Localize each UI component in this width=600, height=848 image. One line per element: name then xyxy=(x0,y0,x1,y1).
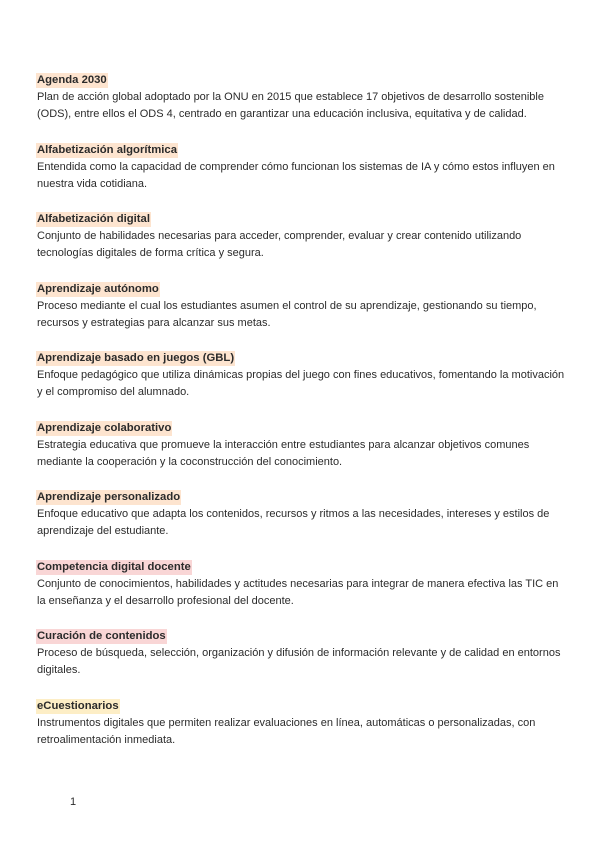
glossary-entry xyxy=(37,487,565,540)
glossary-list xyxy=(37,70,565,765)
glossary-definition: Conjunto de conocimientos, habilidades y actitudes necesarias para integrar de manera efectiva las TIC en la enseñanza y el desarrollo profesional del docente. xyxy=(37,577,559,607)
glossary-entry xyxy=(37,418,565,471)
glossary-term: eCuestionarios xyxy=(37,699,119,712)
glossary-definition: Conjunto de habilidades necesarias para acceder, comprender, evaluar y crear contenido utilizando tecnologías digitales de forma crítica y segura. xyxy=(37,230,522,259)
glossary-term: Aprendizaje personalizado xyxy=(37,491,181,503)
glossary-definition: Proceso de búsqueda, selección, organización y difusión de información relevante y de calidad en entornos digitales. xyxy=(37,647,561,676)
glossary-term: Aprendizaje colaborativo xyxy=(37,421,172,434)
glossary-definition: Entendida como la capacidad de comprender cómo funcionan los sistemas de IA y cómo estos influyen en nuestra vida cotidiana. xyxy=(37,160,555,190)
glossary-definition: Plan de acción global adoptado por la ONU en 2015 que establece 17 objetivos de desarrollo sostenible (ODS), entre ellos el ODS 4, centrado en garantizar una educación inclusiva, equitativa y de calidad. xyxy=(37,91,544,120)
page-number: 1 xyxy=(70,796,77,808)
glossary-entry xyxy=(37,140,565,193)
glossary-entry xyxy=(37,557,565,610)
glossary-term: Curación de contenidos xyxy=(37,630,166,642)
glossary-term: Alfabetización algorítmica xyxy=(37,143,177,156)
glossary-entry xyxy=(37,279,565,332)
glossary-definition: Estrategia educativa que promueve la interacción entre estudiantes para alcanzar objetivos comunes mediante la cooperación y la coconstrucción del conocimiento. xyxy=(37,438,530,468)
glossary-term: Competencia digital docente xyxy=(37,560,191,573)
glossary-definition: Proceso mediante el cual los estudiantes asumen el control de su aprendizaje, gestionando su tiempo, recursos y estrategias para alcanzar sus metas. xyxy=(37,299,537,329)
glossary-term: Alfabetización digital xyxy=(37,213,150,225)
glossary-entry xyxy=(37,626,565,679)
glossary-entry xyxy=(37,348,565,401)
glossary-entry xyxy=(37,209,565,262)
glossary-term: Aprendizaje basado en juegos (GBL) xyxy=(37,352,235,364)
glossary-term: Aprendizaje autónomo xyxy=(37,282,159,295)
glossary-entry xyxy=(37,696,565,749)
glossary-definition: Enfoque pedagógico que utiliza dinámicas propias del juego con fines educativos, fomentando la motivación y el compromiso del alumnado. xyxy=(37,369,565,398)
glossary-definition: Enfoque educativo que adapta los contenidos, recursos y ritmos a las necesidades, intereses y estilos de aprendizaje del estudiante. xyxy=(37,508,550,537)
glossary-entry xyxy=(37,70,565,123)
glossary-term: Agenda 2030 xyxy=(37,74,107,86)
glossary-definition: Instrumentos digitales que permiten realizar evaluaciones en línea, automáticas o personalizadas, con retroalimentación inmediata. xyxy=(37,716,536,746)
